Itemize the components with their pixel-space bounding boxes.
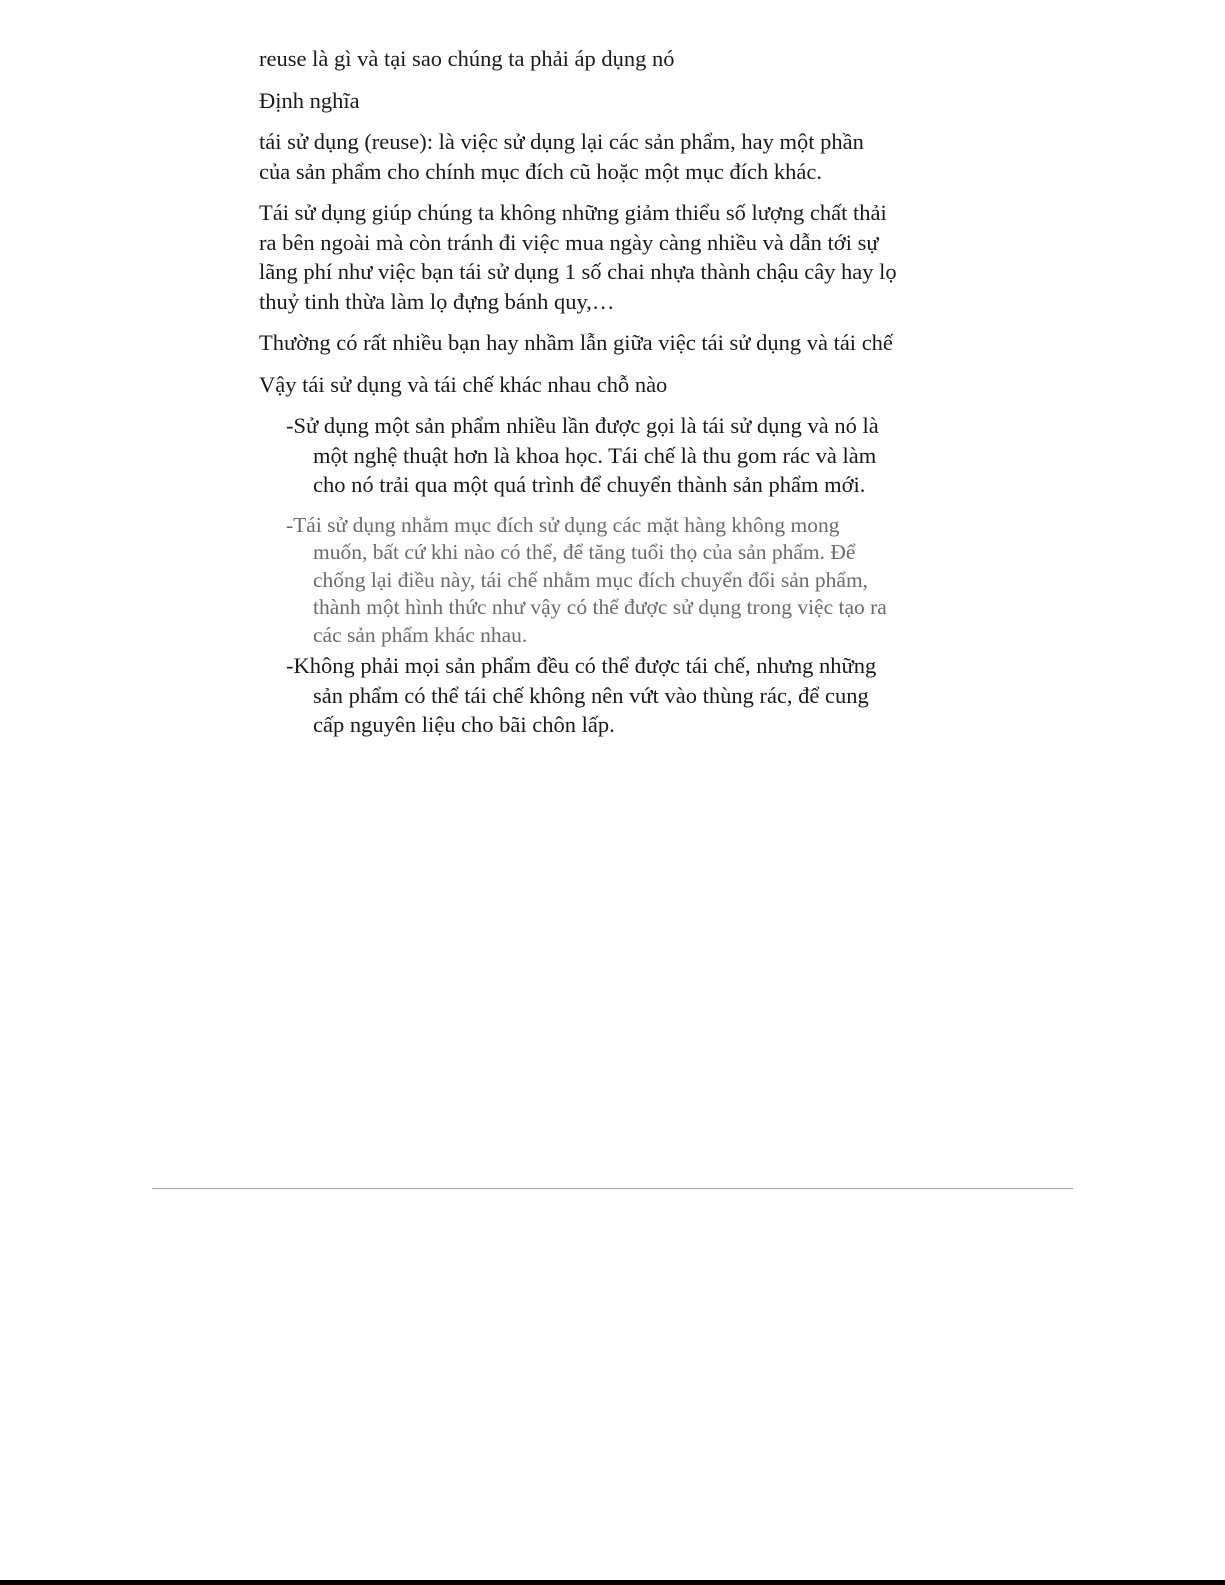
differences-list (259, 411, 899, 740)
title-line: reuse là gì và tại sao chúng ta phải áp dụng nó (259, 46, 675, 71)
benefit-paragraph: Tái sử dụng giúp chúng ta không những giảm thiểu số lượng chất thải ra bên ngoài mà còn tránh đi việc mua ngày càng nhiều và dẫn tới sự lãng phí như việc bạn tái sử dụng 1 số chai nhựa thành chậu cây hay lọ thuỷ tinh thừa làm lọ đựng bánh quy,… (259, 200, 897, 314)
difference-item: -Tái sử dụng nhằm mục đích sử dụng các mặt hàng không mong muốn, bất cứ khi nào có thể, để tăng tuổi thọ của sản phẩm. Để chống lại điều này, tái chế nhằm mục đích chuyển đổi sản phẩm, thành một hình thức như vậy có thể được sử dụng trong việc tạo ra các sản phẩm khác nhau. (286, 512, 887, 647)
difference-item: -Sử dụng một sản phẩm nhiều lần được gọi là tái sử dụng và nó là một nghệ thuật hơn là khoa học. Tái chế là thu gom rác và làm cho nó trải qua một quá trình để chuyển thành sản phẩm mới. (286, 413, 879, 497)
document-body (259, 44, 899, 740)
page-break-divider (152, 1188, 1073, 1189)
definition-heading: Định nghĩa (259, 87, 360, 113)
confusion-paragraph: Thường có rất nhiều bạn hay nhầm lẫn giữa việc tái sử dụng và tái chế (259, 330, 893, 355)
difference-item: -Không phải mọi sản phẩm đều có thể được tái chế, nhưng những sản phẩm có thể tái chế không nên vứt vào thùng rác, để cung cấp nguyên liệu cho bãi chôn lấp. (286, 653, 877, 737)
definition-paragraph: tái sử dụng (reuse): là việc sử dụng lại các sản phẩm, hay một phần của sản phẩm cho chính mục đích cũ hoặc một mục đích khác. (259, 129, 864, 184)
bottom-edge-bar (0, 1580, 1225, 1585)
question-paragraph: Vậy tái sử dụng và tái chế khác nhau chỗ nào (259, 371, 668, 397)
